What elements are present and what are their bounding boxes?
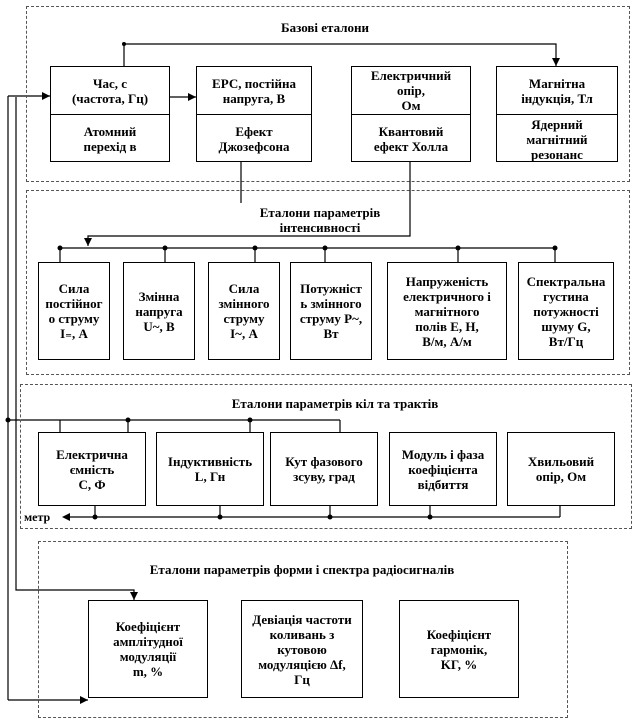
time-standard-label: Час, с (частота, Гц) bbox=[51, 67, 169, 115]
field-strength-box: Напруженість електричного і магнітного полів E, H, В/м, А/м bbox=[387, 262, 507, 360]
quantum-hall-label: Квантовий ефект Холла bbox=[373, 124, 449, 154]
dc-current-box: Сила постійног о струму I₌, А bbox=[38, 262, 110, 360]
resistance-standard-label: Електричний опір, Ом bbox=[352, 67, 470, 115]
time-standard-box bbox=[50, 66, 170, 162]
josephson-effect-label: Ефект Джозефсона bbox=[218, 124, 290, 154]
emf-standard-label: ЕРС, постійна напруга, В bbox=[197, 67, 311, 115]
capacitance-box: Електрична ємність C, Ф bbox=[38, 432, 146, 506]
signals-title: Еталони параметрів форми і спектра радіосигналів bbox=[149, 562, 455, 577]
ac-voltage-box: Змінна напруга U~, В bbox=[123, 262, 195, 360]
ac-current-box: Сила змінного струму I~, А bbox=[208, 262, 280, 360]
am-coefficient-box: Коефіцієнт амплітудної модуляції m, % bbox=[88, 600, 208, 698]
base-standards-title: Базові еталони bbox=[280, 20, 369, 35]
inductance-box: Індуктивність L, Гн bbox=[156, 432, 264, 506]
intensity-title: Еталони параметрів інтенсивності bbox=[259, 205, 381, 235]
nmr-label: Ядерний магнітний резонанс bbox=[526, 116, 588, 162]
harmonic-coefficient-box: Коефіцієнт гармонік, KГ, % bbox=[399, 600, 519, 698]
magnetic-standard-box bbox=[496, 66, 618, 162]
phase-shift-box: Кут фазового зсуву, град bbox=[270, 432, 378, 506]
magnetic-standard-label: Магнітна індукція, Тл bbox=[497, 67, 617, 115]
resistance-standard-box bbox=[351, 66, 471, 162]
ac-power-box: Потужніст ь змінного струму P~, Вт bbox=[290, 262, 372, 360]
frequency-deviation-box: Девіація частоти коливань з кутовою модуляцією Δf, Гц bbox=[241, 600, 363, 698]
emf-standard-box bbox=[196, 66, 312, 162]
metre-label: метр bbox=[24, 510, 51, 524]
reflection-coefficient-box: Модуль і фаза коефіцієнта відбиття bbox=[389, 432, 497, 506]
circuits-title: Еталони параметрів кіл та трактів bbox=[231, 396, 439, 411]
noise-density-box: Спектральна густина потужності шуму G, Вт/Гц bbox=[518, 262, 614, 360]
atomic-transition-label: Атомний перехід в bbox=[83, 124, 137, 154]
wave-impedance-box: Хвильовий опір, Ом bbox=[507, 432, 615, 506]
